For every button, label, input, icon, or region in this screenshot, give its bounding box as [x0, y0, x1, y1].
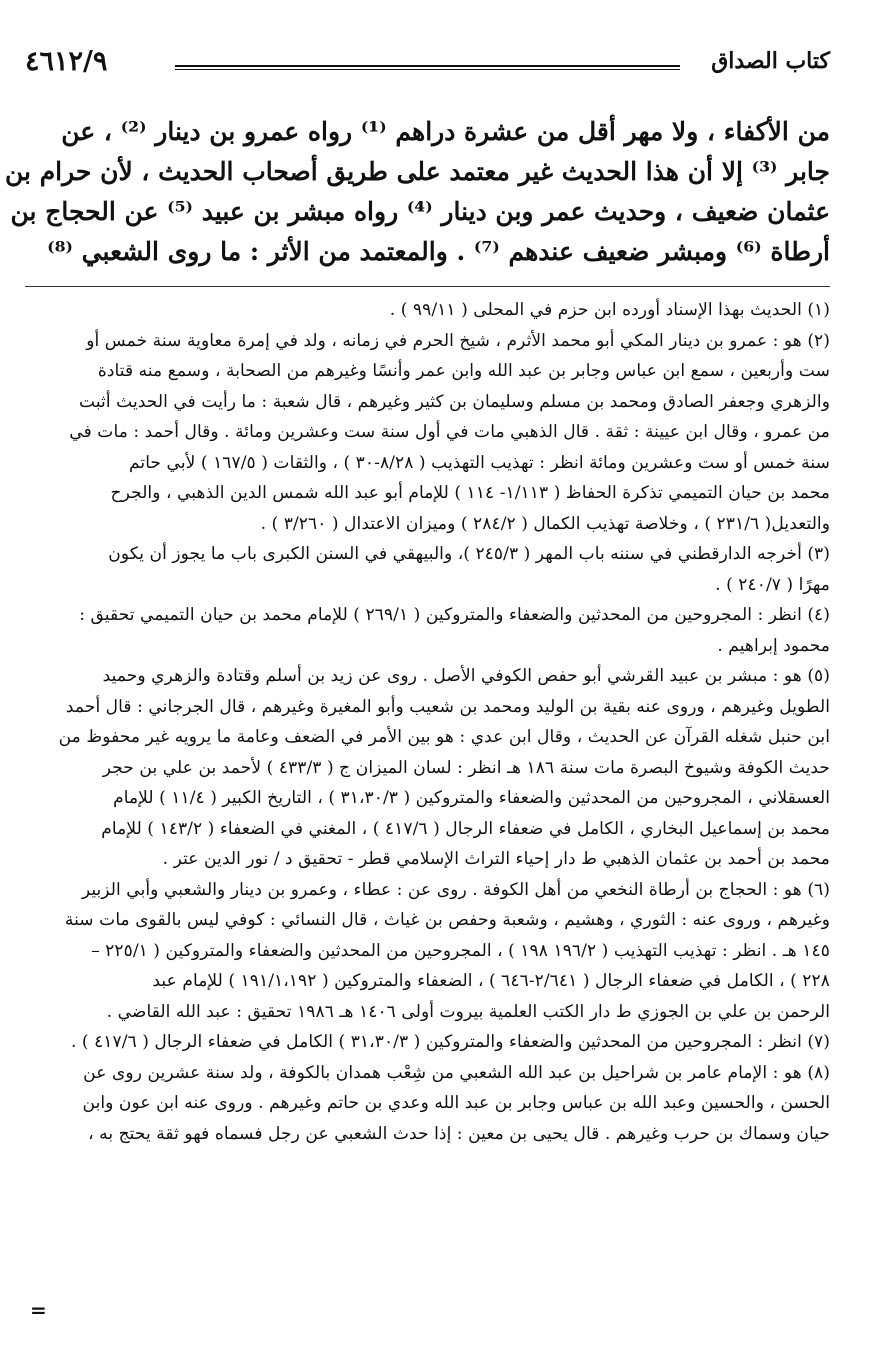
footnote-line: محمد بن إسماعيل البخاري ، الكامل في ضعفاء الرجال ( ٤١٧/٦ ) ، المغني في الضعفاء ( ١٤٣/٢ ) للإمام	[101, 818, 830, 839]
footnote-4	[25, 600, 830, 661]
footnote-2	[25, 326, 830, 540]
footnote-line: وغيرهم ، وروى عنه : الثوري ، وهشيم ، وشعبة وحفص بن غياث ، قال النسائي : كوفي ليس بالقوى مات سنة	[64, 910, 830, 930]
continuation-mark: =	[30, 1298, 47, 1322]
footnote-7	[25, 1027, 830, 1058]
footnote-line: الطويل وغيرهم ، وروى عنه بقية بن الوليد ومحمد بن شعيب وأبو المغيرة وغيرهم ، قال الجرجاني : قال أحمد	[65, 696, 830, 717]
footnote-line: (٦) هو : الحجاج بن أرطاة النخعي من أهل الكوفة . روى عن : عطاء ، وعمرو بن دينار والشعبي وأبي الزبير	[81, 879, 830, 900]
footnote-line: الرحمن بن علي بن الجوزي ط دار الكتب العلمية بيروت أولى ١٤٠٦ هـ ١٩٨٦ تحقيق : عبد الله القاضي .	[106, 1001, 830, 1022]
footnote-line: (٨) هو : الإمام عامر بن شراحيل بن عبد الله الشعبي من شِعْب همدان بالكوفة ، ولد سنة عشرين روى عن	[83, 1062, 830, 1083]
footnote-1	[25, 295, 830, 326]
footnotes	[25, 295, 830, 1149]
running-header	[25, 38, 830, 84]
main-text-line: عثمان ضعيف ، وحديث عمر وبن دينار ⁽⁴⁾ رواه مبشر بن عبيد ⁽⁵⁾ عن الحجاج بن	[10, 197, 830, 226]
main-text	[5, 112, 830, 272]
footnote-8	[25, 1058, 830, 1150]
page-reference: ٤٦١٢/٩	[25, 45, 108, 77]
main-text-line: أرطاة ⁽⁶⁾ ومبشر ضعيف عندهم ⁽⁷⁾ . والمعتمد من الأثر : ما روى الشعبي ⁽⁸⁾	[47, 237, 830, 266]
footnote-5	[25, 661, 830, 875]
footnote-line: والتعديل( ٢٣١/٦ ) ، وخلاصة تهذيب الكمال ( ٢٨٤/٢ ) وميزان الاعتدال ( ٣/٢٦٠ ) .	[260, 513, 830, 534]
footnote-line: حيان وسماك بن حرب وغيرهم . قال يحيى بن معين : إذا حدث الشعبي عن رجل فسماه فهو ثقة يحتج به ،	[88, 1123, 830, 1144]
header-rule	[175, 65, 680, 70]
footnote-line: ١٤٥ هـ . انظر : تهذيب التهذيب ( ١٩٦/٢ ١٩٨ ) ، المجروحين من المحدثين والضعفاء والمتروكين ( ٢٢٥/١ –	[91, 940, 830, 961]
footnote-line: ابن حنبل شغله القرآن عن الحديث ، وقال ابن عدي : هو بين الأمر في الضعف وعامة ما يرويه غير محفوظ من	[58, 727, 830, 747]
footnote-divider	[25, 286, 830, 287]
footnote-line: مهرًا ( ٢٤٠/٧ ) .	[715, 574, 830, 595]
footnote-line: (١) الحديث بهذا الإسناد أورده ابن حزم في المحلى ( ٩٩/١١ ) .	[389, 300, 830, 320]
footnote-line: (٢) هو : عمرو بن دينار المكي أبو محمد الأثرم ، شيخ الحرم في زمانه ، ولد في إمرة معاوية سنة خمس أو	[86, 330, 830, 351]
footnote-line: الحسن ، والحسين وعبد الله بن عباس وجابر بن عبد الله وعدي بن حاتم وغيرهم . وروى عنه ابن عون وابن	[82, 1093, 830, 1113]
footnote-line: حديث الكوفة وشيوخ البصرة مات سنة ١٨٦ هـ انظر : لسان الميزان ج ( ٤٣٣/٣ ) لأحمد بن علي بن حجر	[102, 757, 830, 778]
footnote-6	[25, 875, 830, 1028]
footnote-line: (٣) أخرجه الدارقطني في سننه باب المهر ( ٢٤٥/٣ )، والبيهقي في السنن الكبرى باب ما يجوز أن يكون	[108, 544, 830, 564]
footnote-line: ٢٢٨ ) ، الكامل في ضعفاء الرجال ( ٢/٦٤١-٦٤٦ ) ، الضعفاء والمتروكين ( ١٩١/١،١٩٢ ) للإمام عبد	[152, 971, 830, 991]
main-text-line: من الأكفاء ، ولا مهر أقل من عشرة دراهم ⁽¹⁾ رواه عمرو بن دينار ⁽²⁾ ، عن	[61, 117, 830, 146]
footnote-line: محمود إبراهيم .	[717, 635, 830, 656]
book-title: كتاب الصداق	[711, 48, 830, 74]
footnote-3	[25, 539, 830, 600]
footnote-line: محمد بن أحمد بن عثمان الذهبي ط دار إحياء التراث الإسلامي قطر - تحقيق د / نور الدين عتر .	[162, 849, 830, 869]
footnote-line: (٤) انظر : المجروحين من المحدثين والضعفاء والمتروكين ( ٢٦٩/١ ) للإمام محمد بن حيان التميمي تحقيق :	[79, 605, 830, 625]
main-text-line: جابر ⁽³⁾ إلا أن هذا الحديث غير معتمد على طريق أصحاب الحديث ، لأن حرام بن	[5, 157, 830, 186]
footnote-line: من عمرو ، وقال ابن عيينة : ثقة . قال الذهبي مات في أول سنة ست وعشرين ومائة . وقال أحمد : مات في	[69, 422, 830, 442]
footnote-line: ست وأربعين ، سمع ابن عباس وجابر بن عبد الله وابن عمر وأنسًا وغيرهم من الصحابة ، وسمع منه قتادة	[97, 361, 830, 381]
footnote-line: العسقلاني ، المجروحين من المحدثين والضعفاء والمتروكين ( ٣١،٣٠/٣ ) ، التاريخ الكبير ( ١١/٤ ) للإمام	[113, 788, 830, 808]
footnote-line: والزهري وجعفر الصادق ومحمد بن مسلم وسليمان بن كثير وغيرهم ، قال شعبة : ما رأيت في الحديث أثبت	[78, 391, 830, 412]
footnote-line: (٥) هو : مبشر بن عبيد القرشي أبو حفص الكوفي الأصل . روى عن زيد بن أسلم وقتادة والزهري وحميد	[102, 666, 830, 686]
footnote-line: سنة خمس أو ست وعشرين ومائة انظر : تهذيب التهذيب ( ٨/٢٨-٣٠ ) ، والثقات ( ١٦٧/٥ ) لأبي حاتم	[128, 452, 830, 473]
footnote-line: محمد بن حيان التميمي تذكرة الحفاظ ( ١/١١٣- ١١٤ ) للإمام أبو عبد الله شمس الدين الذهبي ، والجرح	[110, 483, 830, 503]
footnote-line: (٧) انظر : المجروحين من المحدثين والضعفاء والمتروكين ( ٣١،٣٠/٣ ) الكامل في ضعفاء الرجال ( ٤١٧/٦ ) .	[70, 1032, 830, 1052]
